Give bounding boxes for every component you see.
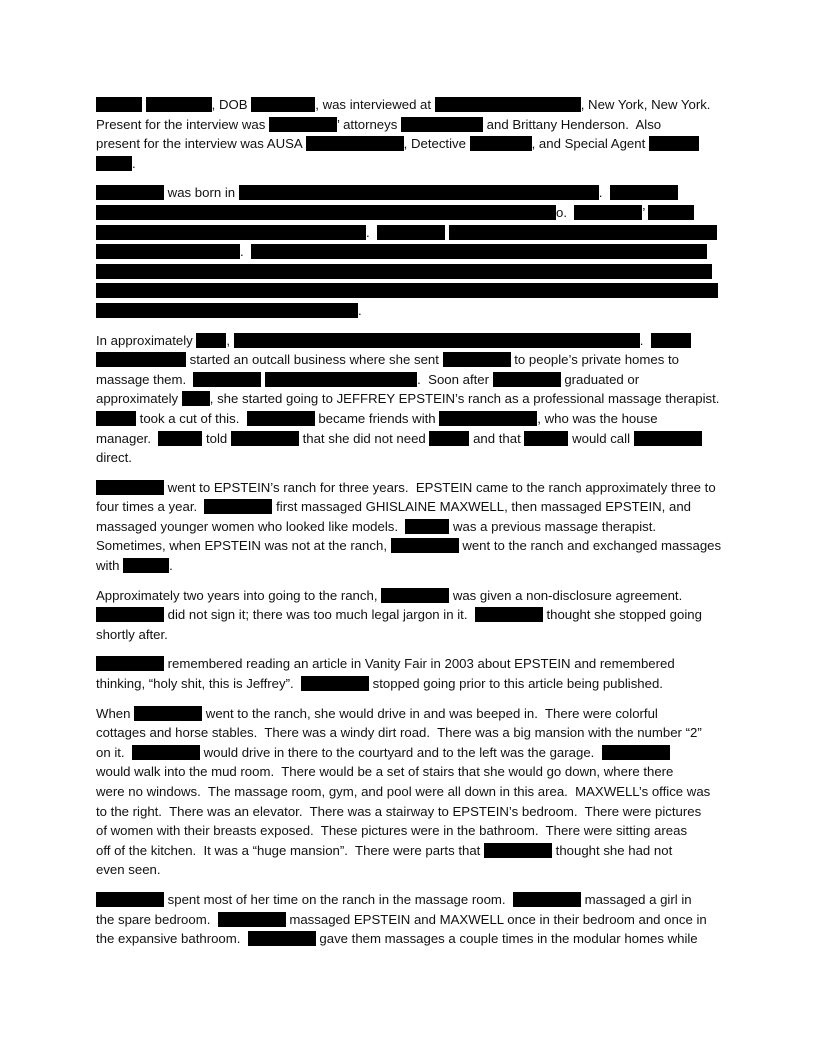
text-run: .	[169, 558, 173, 574]
redaction-box	[193, 372, 261, 387]
text-line	[96, 134, 722, 154]
redaction-box	[484, 843, 552, 858]
text-run: went to the ranch, she would drive in and was beeped in. There were colorful	[202, 705, 658, 721]
text-line	[96, 281, 722, 301]
redaction-box	[132, 745, 200, 760]
redaction-box	[524, 431, 568, 446]
text-line	[96, 654, 722, 674]
text-run: would call	[568, 430, 634, 446]
text-line	[96, 95, 722, 115]
text-line	[96, 910, 722, 930]
text-run: approximately	[96, 391, 182, 407]
redaction-box	[610, 185, 678, 200]
text-line	[96, 203, 722, 223]
redaction-box	[377, 225, 445, 240]
text-run: o.	[556, 204, 575, 220]
paragraph	[96, 95, 722, 173]
redaction-box	[306, 136, 404, 151]
text-run: stopped going prior to this article being published.	[368, 676, 663, 692]
text-run: present for the interview was AUSA	[96, 136, 306, 152]
text-run: .	[240, 244, 251, 260]
text-run: to people’s private homes to	[510, 352, 679, 368]
text-run: and that	[469, 430, 525, 446]
redaction-box	[96, 225, 366, 240]
paragraph	[96, 331, 722, 468]
text-run: .	[366, 224, 377, 240]
text-run: would drive in there to the courtyard and to the left was the garage.	[199, 744, 602, 760]
paragraph	[96, 183, 722, 320]
text-run: spent most of her time on the ranch in the massage room.	[164, 891, 513, 907]
text-run: manager.	[96, 430, 159, 446]
text-run: cottages and horse stables. There was a windy dirt road. There was a big mansion with the number “2”	[96, 725, 702, 741]
text-run: was given a non-disclosure agreement.	[449, 587, 683, 603]
text-run: remembered reading an article in Vanity Fair in 2003 about EPSTEIN and remembered	[164, 656, 675, 672]
paragraph	[96, 586, 722, 645]
text-line	[96, 723, 722, 743]
redaction-box	[381, 588, 449, 603]
text-run: and Brittany Henderson. Also	[483, 116, 662, 132]
text-line	[96, 448, 722, 468]
text-run: of women with their breasts exposed. These pictures were in the bathroom. There were sitting areas	[96, 823, 688, 839]
redaction-box	[96, 283, 718, 298]
redaction-box	[123, 558, 169, 573]
text-run: would walk into the mud room. There would be a set of stairs that she would go down, where there	[96, 764, 674, 780]
text-line	[96, 586, 722, 606]
redaction-box	[231, 431, 299, 446]
text-run: off of the kitchen. It was a “huge mansion”. There were parts that	[96, 842, 485, 858]
redaction-box	[648, 205, 694, 220]
text-run: Approximately two years into going to the ranch,	[96, 587, 382, 603]
text-run: massaged a girl in	[580, 891, 692, 907]
text-line	[96, 929, 722, 949]
text-run: In approximately	[96, 332, 197, 348]
document-page	[96, 95, 722, 959]
paragraph	[96, 704, 722, 880]
text-line	[96, 674, 722, 694]
text-run: four times a year.	[96, 499, 205, 515]
redaction-box	[204, 499, 272, 514]
redaction-box	[96, 411, 136, 426]
redaction-box	[439, 411, 537, 426]
text-run: the spare bedroom.	[96, 911, 218, 927]
redaction-box	[96, 352, 186, 367]
redaction-box	[96, 156, 132, 171]
redaction-box	[301, 676, 369, 691]
text-line	[96, 478, 722, 498]
redaction-box	[96, 656, 164, 671]
text-run: ,	[226, 332, 234, 348]
text-run: , who was the house	[537, 410, 658, 426]
redaction-box	[196, 333, 226, 348]
text-line	[96, 517, 722, 537]
redaction-box	[470, 136, 532, 151]
redaction-box	[134, 706, 202, 721]
text-line	[96, 536, 722, 556]
text-run: to the right. There was an elevator. There was a stairway to EPSTEIN’s bedroom. There were pictures	[96, 803, 702, 819]
redaction-box	[96, 480, 164, 495]
redaction-box	[405, 519, 449, 534]
text-line	[96, 556, 722, 576]
text-run: on it.	[96, 744, 132, 760]
text-line	[96, 860, 722, 880]
text-run: was a previous massage therapist.	[449, 518, 657, 534]
text-line	[96, 821, 722, 841]
text-run: , she started going to JEFFREY EPSTEIN’s ranch as a professional massage therapist.	[209, 391, 720, 407]
text-line	[96, 743, 722, 763]
text-run: massaged EPSTEIN and MAXWELL once in their bedroom and once in	[285, 911, 707, 927]
redaction-box	[96, 244, 240, 259]
text-run: told	[202, 430, 231, 446]
text-run: , and Special Agent	[531, 136, 649, 152]
text-run: ’	[642, 204, 649, 220]
text-line	[96, 429, 722, 449]
text-run: even seen.	[96, 862, 161, 878]
text-run: , New York, New York.	[580, 97, 711, 112]
redaction-box	[429, 431, 469, 446]
text-line	[96, 802, 722, 822]
text-line	[96, 782, 722, 802]
text-run: was born in	[164, 185, 239, 201]
text-run: became friends with	[314, 410, 440, 426]
redaction-box	[234, 333, 640, 348]
text-run: , Detective	[403, 136, 470, 152]
text-run: the expansive bathroom.	[96, 931, 248, 947]
text-run: Present for the interview was	[96, 116, 269, 132]
text-run: .	[639, 332, 651, 348]
text-line	[96, 223, 722, 243]
redaction-box	[574, 205, 642, 220]
text-run: that she did not need	[298, 430, 430, 446]
text-line	[96, 350, 722, 370]
redaction-box	[391, 538, 459, 553]
redaction-box	[239, 185, 599, 200]
text-run: started an outcall business where she sent	[186, 352, 443, 368]
text-run: .	[598, 185, 610, 201]
redaction-box	[435, 97, 581, 112]
redaction-box	[269, 117, 337, 132]
text-line	[96, 605, 722, 625]
redaction-box	[443, 352, 511, 367]
text-run: thought she had not	[552, 842, 673, 858]
text-run: massaged younger women who looked like models.	[96, 518, 406, 534]
text-run: massage them.	[96, 371, 194, 387]
redaction-box	[146, 97, 212, 112]
text-line	[96, 409, 722, 429]
text-line	[96, 115, 722, 135]
paragraph	[96, 890, 722, 949]
text-run: took a cut of this.	[136, 410, 247, 426]
redaction-box	[96, 607, 164, 622]
text-run: did not sign it; there was too much legal jargon in it.	[164, 607, 475, 623]
text-line	[96, 331, 722, 351]
text-run: gave them massages a couple times in the modular homes while	[315, 931, 698, 947]
redaction-box	[96, 264, 712, 279]
text-run: graduated or	[560, 371, 640, 387]
text-line	[96, 890, 722, 910]
redaction-box	[513, 892, 581, 907]
text-line	[96, 154, 722, 174]
text-run: were no windows. The massage room, gym, and pool were all down in this area. MAXWELL’s office was	[96, 784, 711, 799]
text-line	[96, 370, 722, 390]
redaction-box	[182, 391, 210, 406]
text-run: went to EPSTEIN’s ranch for three years. EPSTEIN came to the ranch approximately three to	[164, 479, 716, 495]
text-run: .	[358, 302, 362, 318]
text-run: with	[96, 558, 124, 574]
redaction-box	[475, 607, 543, 622]
redaction-box	[96, 185, 164, 200]
text-line	[96, 242, 722, 262]
text-line	[96, 762, 722, 782]
paragraph	[96, 654, 722, 693]
redaction-box	[96, 97, 142, 112]
redaction-box	[401, 117, 483, 132]
redaction-box	[96, 205, 556, 220]
text-line	[96, 625, 722, 645]
text-run: first massaged GHISLAINE MAXWELL, then massaged EPSTEIN, and	[272, 499, 691, 515]
text-run: ’ attorneys	[336, 116, 401, 132]
text-run: thought she stopped going	[542, 607, 702, 623]
redaction-box	[158, 431, 202, 446]
text-run: , DOB	[211, 97, 252, 112]
text-run: When	[96, 705, 135, 721]
redaction-box	[248, 931, 316, 946]
redaction-box	[247, 411, 315, 426]
text-line	[96, 389, 722, 409]
text-run: . Soon after	[417, 371, 493, 387]
redaction-box	[218, 912, 286, 927]
redaction-box	[493, 372, 561, 387]
text-line	[96, 262, 722, 282]
redaction-box	[265, 372, 417, 387]
redaction-box	[96, 303, 358, 318]
paragraph	[96, 478, 722, 576]
text-line	[96, 497, 722, 517]
text-line	[96, 183, 722, 203]
text-line	[96, 841, 722, 861]
redaction-box	[634, 431, 702, 446]
text-run: , was interviewed at	[315, 97, 435, 112]
text-line	[96, 301, 722, 321]
text-run: direct.	[96, 450, 132, 466]
text-run: Sometimes, when EPSTEIN was not at the ranch,	[96, 538, 391, 554]
redaction-box	[649, 136, 699, 151]
redaction-box	[251, 97, 315, 112]
redaction-box	[449, 225, 717, 240]
redaction-box	[651, 333, 691, 348]
text-run: .	[132, 155, 136, 171]
text-line	[96, 704, 722, 724]
text-run: thinking, “holy shit, this is Jeffrey”.	[96, 676, 301, 692]
redaction-box	[96, 892, 164, 907]
text-run: shortly after.	[96, 626, 168, 642]
redaction-box	[251, 244, 707, 259]
redaction-box	[602, 745, 670, 760]
text-run: went to the ranch and exchanged massages	[458, 538, 722, 554]
